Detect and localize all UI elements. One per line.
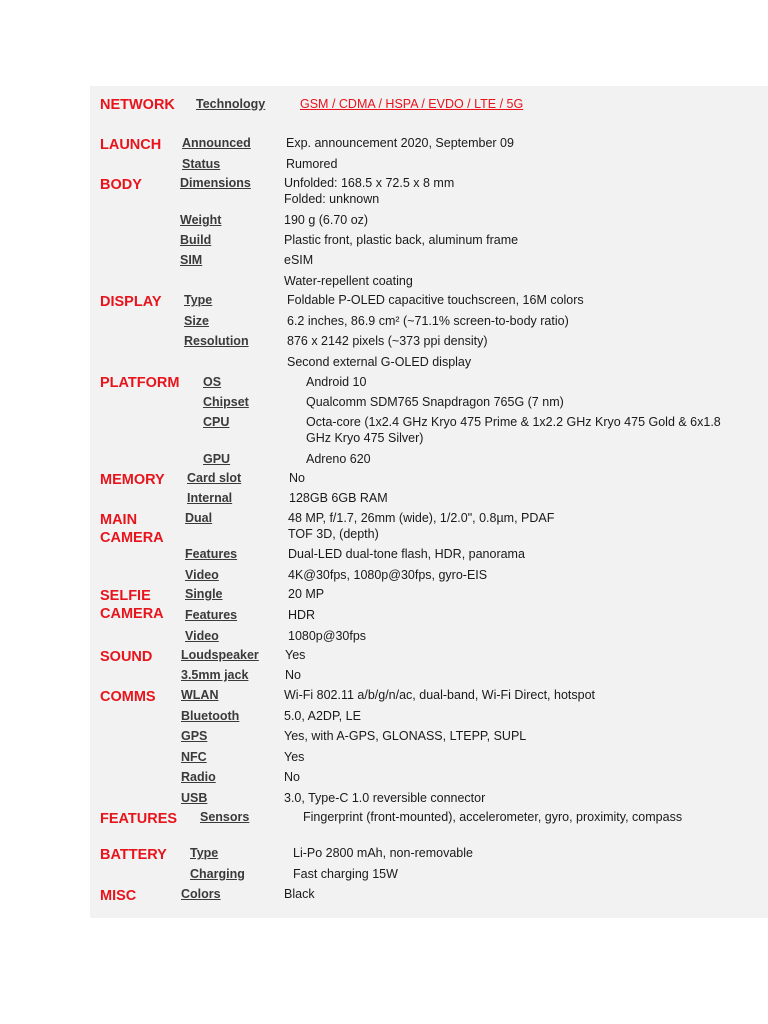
field-label: CPU xyxy=(203,415,230,429)
value-text: No xyxy=(284,770,300,784)
value-text: 5.0, A2DP, LE xyxy=(284,709,361,723)
field-label: Features xyxy=(185,608,238,622)
value-text: 3.0, Type-C 1.0 reversible connector xyxy=(284,791,486,805)
field-label: Colors xyxy=(181,887,221,901)
value-text: Octa-core (1x2.4 GHz Kryo 475 Prime & 1x2.2 GHz Kryo 475 Gold & 6x1.8 GHz Kryo 475 Silver) xyxy=(306,415,721,445)
value-text: Foldable P-OLED capacitive touchscreen, 16M colors xyxy=(287,293,584,307)
field-label: Announced xyxy=(182,136,251,150)
value-text: eSIM xyxy=(284,253,314,267)
value-text: Qualcomm SDM765 Snapdragon 765G (7 nm) xyxy=(306,395,564,409)
value-link[interactable]: GSM / CDMA / HSPA / EVDO / LTE / 5G xyxy=(300,97,524,111)
field-label: GPS xyxy=(181,729,208,743)
field-label: Type xyxy=(190,846,219,860)
value-text: Black xyxy=(284,887,315,901)
field-label: WLAN xyxy=(181,688,219,702)
field-label: Charging xyxy=(190,867,245,881)
value-text: Second external G-OLED display xyxy=(287,355,472,369)
field-label: Loudspeaker xyxy=(181,648,259,662)
field-label: Technology xyxy=(196,97,266,111)
field-label: Size xyxy=(184,314,210,328)
field-label: Features xyxy=(185,547,238,561)
field-label: Build xyxy=(180,233,212,247)
field-label: GPU xyxy=(203,452,231,466)
value-text: No xyxy=(285,668,301,682)
value-text: Yes xyxy=(284,750,305,764)
value-text: Exp. announcement 2020, September 09 xyxy=(286,136,514,150)
value-text: Li-Po 2800 mAh, non-removable xyxy=(293,846,473,860)
category-label: LAUNCH xyxy=(100,137,162,153)
spec-sheet xyxy=(90,86,768,918)
value-text: 128GB 6GB RAM xyxy=(289,491,388,505)
value-text: Android 10 xyxy=(306,375,367,389)
field-label: Chipset xyxy=(203,395,249,409)
category-label: SOUND xyxy=(100,649,153,665)
value-text: Water-repellent coating xyxy=(284,274,413,288)
field-label: Type xyxy=(184,293,213,307)
value-text: 20 MP xyxy=(288,587,325,601)
value-text: Rumored xyxy=(286,157,338,171)
category-label: MAIN CAMERA xyxy=(100,512,164,546)
field-label: 3.5mm jack xyxy=(181,668,249,682)
value-text: Yes xyxy=(285,648,306,662)
value-text: 4K@30fps, 1080p@30fps, gyro-EIS xyxy=(288,568,488,582)
value-text: Wi-Fi 802.11 a/b/g/n/ac, dual-band, Wi-Fi Direct, hotspot xyxy=(284,688,596,702)
category-label: SELFIE CAMERA xyxy=(100,588,164,622)
field-label: NFC xyxy=(181,750,207,764)
category-label: BATTERY xyxy=(100,847,167,863)
field-label: Status xyxy=(182,157,221,171)
field-label: Internal xyxy=(187,491,233,505)
field-label: Radio xyxy=(181,770,216,784)
field-label: USB xyxy=(181,791,208,805)
category-label: MISC xyxy=(100,888,137,904)
category-label: DISPLAY xyxy=(100,294,162,310)
value-text: 6.2 inches, 86.9 cm² (~71.1% screen-to-body ratio) xyxy=(287,314,569,328)
field-label: SIM xyxy=(180,253,203,267)
field-label: Resolution xyxy=(184,334,249,348)
field-label: Weight xyxy=(180,213,222,227)
value-text: No xyxy=(289,471,305,485)
value-text: Plastic front, plastic back, aluminum frame xyxy=(284,233,519,247)
category-label: BODY xyxy=(100,177,142,193)
value-text: 48 MP, f/1.7, 26mm (wide), 1/2.0", 0.8µm, PDAF TOF 3D, (depth) xyxy=(288,511,555,541)
field-label: Dual xyxy=(185,511,213,525)
value-text: Fingerprint (front-mounted), accelerometer, gyro, proximity, compass xyxy=(303,810,683,824)
category-label: COMMS xyxy=(100,689,156,705)
value-text: Fast charging 15W xyxy=(293,867,398,881)
field-label: Video xyxy=(185,629,219,643)
value-text: Yes, with A-GPS, GLONASS, LTEPP, SUPL xyxy=(284,729,527,743)
category-label: NETWORK xyxy=(100,97,175,113)
field-label: OS xyxy=(203,375,222,389)
category-label: MEMORY xyxy=(100,472,165,488)
field-label: Single xyxy=(185,587,223,601)
value-text: Dual-LED dual-tone flash, HDR, panorama xyxy=(288,547,525,561)
field-label: Dimensions xyxy=(180,176,251,190)
field-label: Video xyxy=(185,568,219,582)
field-label: Bluetooth xyxy=(181,709,240,723)
value-text: 1080p@30fps xyxy=(288,629,367,643)
value-text: 876 x 2142 pixels (~373 ppi density) xyxy=(287,334,488,348)
value-text: 190 g (6.70 oz) xyxy=(284,213,369,227)
value-text: Unfolded: 168.5 x 72.5 x 8 mm Folded: unknown xyxy=(284,176,455,206)
field-label: Sensors xyxy=(200,810,250,824)
field-label: Card slot xyxy=(187,471,242,485)
category-label: FEATURES xyxy=(100,811,178,827)
value-text: Adreno 620 xyxy=(306,452,371,466)
category-label: PLATFORM xyxy=(100,375,180,391)
value-text: HDR xyxy=(288,608,316,622)
